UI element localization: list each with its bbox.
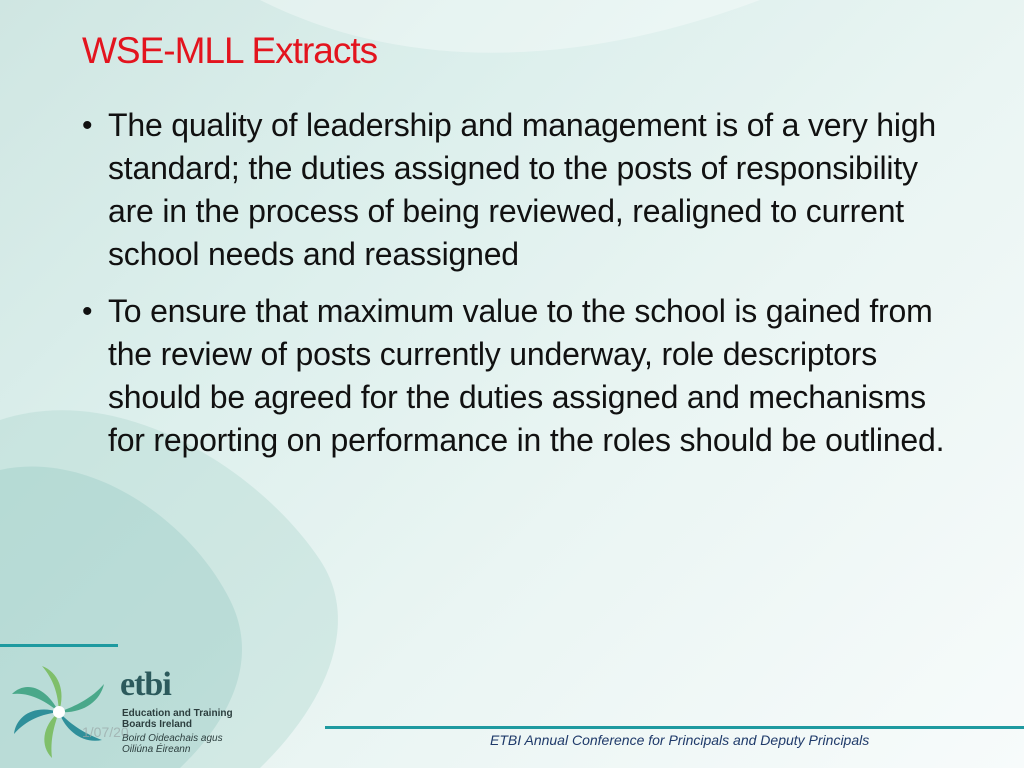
slide-title: WSE-MLL Extracts — [82, 30, 378, 71]
bullet-text: To ensure that maximum value to the school is gained from the review of posts currently underway, role descriptors should be agreed for the duties assigned and mechanisms for reporting on performance in the roles should be outlined. — [108, 293, 945, 458]
swirl-logo-icon — [4, 664, 114, 760]
logo-line: Boards Ireland — [122, 719, 193, 730]
logo-line: Education and Training — [122, 708, 233, 719]
logo-line: Oiliúna Éireann — [122, 744, 191, 755]
bullet-text: The quality of leadership and management is of a very high standard; the duties assigned to the posts of responsibility are in the process of being reviewed, realigned to current school needs and reassigned — [108, 107, 937, 272]
logo-subtitle-en — [122, 708, 233, 730]
bullet-item — [82, 290, 962, 462]
bullet-icon: • — [82, 295, 93, 328]
slide-date: 1/07/20 — [82, 724, 129, 740]
bullet-icon: • — [82, 109, 93, 142]
etbi-logo — [0, 640, 240, 760]
logo-line: Boird Oideachais agus — [122, 733, 223, 744]
bullet-item — [82, 104, 962, 276]
logo-divider — [0, 644, 118, 647]
logo-subtitle-ga — [122, 733, 223, 755]
footer-divider — [325, 726, 1024, 729]
logo-name: etbi — [120, 666, 171, 703]
bullet-list — [82, 104, 962, 476]
footer-text: ETBI Annual Conference for Principals and Deputy Principals — [490, 732, 870, 748]
